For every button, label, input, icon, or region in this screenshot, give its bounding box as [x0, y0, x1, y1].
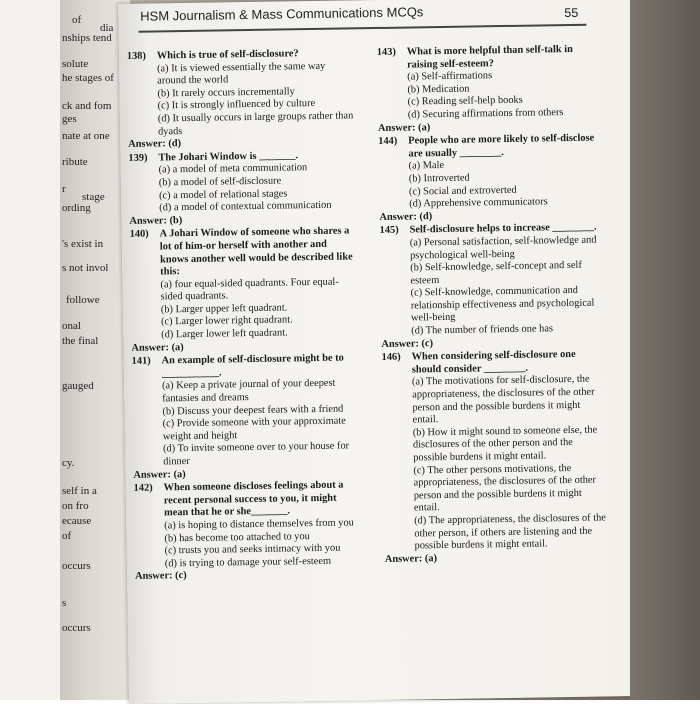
answer-option: (a) Keep a private journal of your deepest fantasies and dreams [161, 378, 336, 405]
answer-option: (a) a model of meta communication [158, 162, 308, 176]
answer-key: Answer: (d) [379, 210, 433, 223]
previous-page-text-fragment: he stages of [62, 72, 114, 84]
answer-option: (d) a model of contextual communication [159, 199, 332, 214]
question-number: 144) [378, 135, 398, 148]
answer-option: (b) It rarely occurs incrementally [157, 86, 295, 100]
answer-option: (a) Male [408, 160, 445, 172]
answer-option: (b) Discuss your deepest fears with a friend [162, 403, 344, 418]
answer-option: (c) Self-knowledge, communication and relationship effectiveness and psychological well-being [410, 285, 595, 324]
previous-page-text-fragment: self in a [62, 485, 97, 497]
question-block [134, 480, 362, 584]
question-row [378, 133, 600, 162]
header-divider [138, 24, 586, 33]
previous-page-text-fragment: the final [62, 335, 99, 347]
answer-key: Answer: (d) [128, 138, 182, 151]
question-row [377, 44, 599, 73]
question-number: 146) [381, 351, 401, 364]
answer-option: (a) Self-affirmations [407, 70, 493, 83]
previous-page-text-fragment: ges [62, 113, 77, 125]
question-text: Self-disclosure helps to increase ________. [409, 221, 597, 236]
question-text: A Johari Window of someone who shares a lot of him-or herself with another and knows another well would be described like this: [159, 225, 353, 278]
question-text: When considering self-disclosure one should consider ________. [411, 349, 576, 376]
previous-page-text-fragment: dia [100, 22, 114, 34]
previous-page-text-fragment: occurs [62, 560, 91, 572]
previous-page-text-fragment: ecause [62, 515, 92, 527]
previous-page-text-fragment: cy. [62, 457, 75, 469]
answer-key: Answer: (c) [134, 570, 187, 583]
previous-page-text-fragment: ribute [62, 156, 88, 168]
previous-page-text-fragment: onal [62, 320, 81, 332]
question-text: What is more helpful than self-talk in raising self-esteem? [406, 43, 573, 71]
option-list [380, 234, 604, 338]
answer-option: (d) Securing affirmations from others [407, 107, 564, 121]
previous-page-text-fragment: nate at one [62, 130, 110, 142]
previous-page-text-fragment: s not invol [62, 262, 109, 274]
question-number: 140) [129, 228, 149, 241]
option-list [382, 374, 607, 554]
question-text: The Johari Window is _______. [158, 150, 299, 164]
question-block [382, 349, 607, 567]
option-list [130, 276, 357, 343]
answer-option: (a) It is viewed essentially the same way around the world [156, 60, 326, 87]
table-surface [630, 0, 700, 700]
question-block [127, 47, 355, 151]
previous-page-text-fragment: on fro [62, 500, 89, 512]
answer-option: (b) How it might sound to someone else, the disclosures of the other person and the possible burdens it might entail. [412, 424, 598, 464]
previous-page-text-fragment: r [62, 183, 66, 195]
answer-option: (d) It usually occurs in large groups rather than dyads [157, 110, 354, 138]
answer-option: (a) Personal satisfaction, self-knowledge and psychological well-being [409, 234, 597, 262]
page-header-title: HSM Journalism & Mass Communications MCQs [140, 4, 424, 24]
question-block [130, 226, 358, 355]
question-number: 143) [376, 46, 396, 59]
page-number: 55 [564, 5, 579, 21]
previous-page-text-fragment: occurs [62, 622, 91, 634]
answer-key: Answer: (a) [131, 341, 184, 354]
answer-option: (b) Introverted [408, 172, 470, 185]
previous-page-text-fragment: 's exist in [62, 238, 104, 250]
answer-option: (c) Larger lower right quadrant. [160, 314, 293, 328]
answer-option: (a) four equal-sided quadrants. Four equal-sided quadrants. [160, 276, 339, 303]
answer-option: (c) It is strongly influenced by culture [157, 98, 316, 112]
left-question-column [127, 46, 361, 584]
previous-page-text-fragment: solute [62, 58, 89, 70]
question-block [128, 149, 355, 228]
answer-option: (c) a model of relational stages [158, 187, 288, 201]
answer-option: (d) Larger lower left quadrant. [161, 327, 288, 341]
question-block [380, 222, 604, 351]
answer-option: (c) Provide someone with your approximate weight and height [162, 415, 346, 443]
previous-page-text-fragment: ording [62, 202, 91, 214]
answer-key: Answer: (a) [384, 552, 438, 565]
question-row [130, 226, 357, 280]
question-text: When someone discloses feelings about a recent personal success to you, it might mean that he or she_______. [163, 479, 344, 519]
answer-option: (b) Self-knowledge, self-concept and self esteem [410, 259, 582, 287]
option-list [129, 162, 356, 216]
option-list [132, 378, 359, 470]
answer-option: (a) The motivations for self-disclosure, the appropriateness, the disclosures of the other person and the possible burdens it might entail. [411, 374, 595, 426]
book-page [118, 0, 647, 704]
answer-option: (d) The appropriateness, the disclosures of the other person, if others are listening and the possible burdens it might entail. [414, 512, 606, 552]
question-text: People who are more likely to self-disclose are usually ________. [408, 132, 595, 160]
answer-option: (b) has become too attached to you [164, 530, 310, 544]
answer-key: Answer: (a) [377, 121, 431, 134]
previous-page-text-fragment: s [62, 597, 67, 609]
previous-page-text-fragment: nships tend [62, 32, 112, 44]
previous-page-text-fragment: followe [66, 294, 100, 306]
previous-page-text-fragment: of [62, 530, 72, 542]
question-number: 142) [133, 482, 153, 495]
option-list [127, 60, 354, 139]
previous-page-text-fragment: ck and fom [62, 100, 112, 112]
question-row [132, 353, 358, 382]
answer-option: (b) Medication [407, 83, 470, 96]
question-number: 141) [131, 355, 151, 368]
answer-key: Answer: (b) [129, 214, 183, 227]
answer-key: Answer: (a) [133, 468, 186, 481]
answer-option: (d) The number of friends one has [411, 323, 554, 337]
answer-key: Answer: (c) [381, 337, 434, 350]
question-text: Which is true of self-disclosure? [156, 48, 299, 62]
answer-option: (d) To invite someone over to your house for dinner [162, 440, 350, 468]
question-number: 138) [126, 50, 146, 62]
previous-page-text-fragment: gauged [62, 380, 94, 392]
previous-page-text-fragment: of [72, 14, 82, 26]
question-number: 145) [379, 225, 399, 237]
question-row [134, 480, 361, 521]
answer-option: (c) The other persons motivations, the appropriateness, the disclosures of the other person and the possible burdens it might entail. [413, 462, 597, 514]
question-block [378, 133, 601, 225]
answer-option: (c) Social and extroverted [408, 184, 517, 198]
answer-option: (c) Reading self-help books [407, 95, 523, 108]
previous-page-text-fragment: stage [82, 191, 105, 203]
option-list [379, 158, 602, 212]
option-list [377, 69, 600, 123]
question-number: 139) [128, 152, 148, 164]
question-text: An example of self-disclosure might be to ___________. [161, 352, 344, 380]
question-block [377, 44, 600, 136]
answer-option: (c) trusts you and seeks intimacy with you [164, 542, 341, 557]
option-list [134, 517, 361, 571]
right-question-column [377, 43, 607, 568]
answer-option: (a) is hoping to distance themselves from you [164, 517, 354, 532]
answer-option: (d) is trying to damage your self-esteem [164, 555, 332, 570]
answer-option: (d) Apprehensive communicators [409, 196, 548, 210]
question-row [382, 349, 604, 378]
question-block [132, 353, 360, 482]
answer-option: (b) a model of self-disclosure [158, 175, 282, 189]
answer-option: (b) Larger upper left quadrant. [160, 302, 288, 316]
